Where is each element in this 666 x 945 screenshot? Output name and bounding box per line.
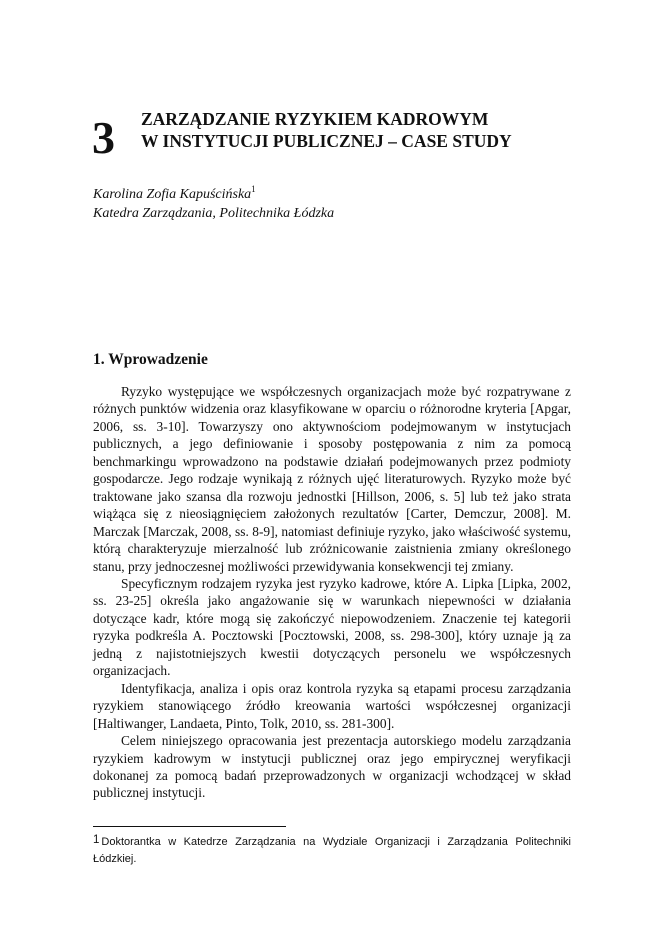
author-name-line: [93, 185, 334, 204]
author-affiliation: Katedra Zarządzania, Politechnika Łódzka: [93, 206, 335, 221]
footnote: [93, 834, 571, 868]
footnote-text: Doktorantka w Katedrze Zarządzania na Wydziale Organizacji i Zarządzania Politechniki Łódzkiej.: [93, 836, 571, 865]
footnote-mark: 1: [93, 834, 100, 846]
author-footnote-mark: 1: [251, 184, 256, 194]
paragraph: Identyfikacja, analiza i opis oraz kontrola ryzyka są etapami procesu zarządzania ryzykiem stanowiącego źródło kreowania wartości współczesnej organizacji [Haltiwanger, Landaeta, Pinto, Tolk, 2010, ss. 281-300].: [93, 680, 571, 731]
chapter-title-line-2: W INSTYTUCJI PUBLICZNEJ – CASE STUDY: [141, 131, 512, 151]
paragraph: Celem niniejszego opracowania jest prezentacja autorskiego modelu zarządzania ryzykiem kadrowym w instytucji publicznej oraz jego empirycznej weryfikacji dokonanej za pomocą badań przeprowadzonych w organizacji wchodzącej w skład publicznej instytucji.: [93, 733, 571, 801]
author-block: [93, 185, 334, 223]
section-heading: 1. Wprowadzenie: [93, 351, 208, 368]
chapter-title: [141, 108, 512, 152]
footnote-divider: [93, 826, 286, 827]
body-text: [93, 383, 571, 802]
author-name: Karolina Zofia Kapuścińska: [93, 187, 252, 202]
chapter-number: 3: [92, 112, 115, 163]
paragraph: Ryzyko występujące we współczesnych organizacjach może być rozpatrywane z różnych punktów widzenia oraz klasyfikowane w oparciu o różnorodne kryteria [Apgar, 2006, ss. 3-10]. Towarzyszy ono aktywnościom podejmowanym w instytucjach publicznych, a jego definiowanie i sposoby postępowania z nim za pomocą benchmarkingu wprowadzono na podstawie działań podejmowanych przez podmioty gospodarcze. Jego rodzaje wynikają z różnych ujęć literaturowych. Ryzyko może być traktowane jako szansa dla rozwoju jednostki [Hillson, 2006, s. 5] lub też jako strata wiążąca się z nieosiągnięciem założonych rezultatów [Carter, Demczur, 2008]. M. Marczak [Marczak, 2008, ss. 8-9], natomiast definiuje ryzyko, jako właściwość systemu, którą charakteryzuje mierzalność lub zróżnicowanie zaistnienia zmiany określonego stanu, przy jednoczesnej możliwości przewidywania konsekwencji tej zmiany.: [93, 384, 571, 574]
chapter-title-line-1: ZARZĄDZANIE RYZYKIEM KADROWYM: [141, 109, 489, 129]
paragraph: Specyficznym rodzajem ryzyka jest ryzyko kadrowe, które A. Lipka [Lipka, 2002, ss. 23-25] określa jako angażowanie się w warunkach niepewności w działania dotyczące kadr, które mogą się zakończyć niepowodzeniem. Znaczenie tej kategorii ryzyka podkreśla A. Pocztowski [Pocztowski, 2008, ss. 298-300], który uznaje ją za jedną z najistotniejszych kwestii dotyczących personelu we współczesnych organizacjach.: [93, 575, 571, 679]
